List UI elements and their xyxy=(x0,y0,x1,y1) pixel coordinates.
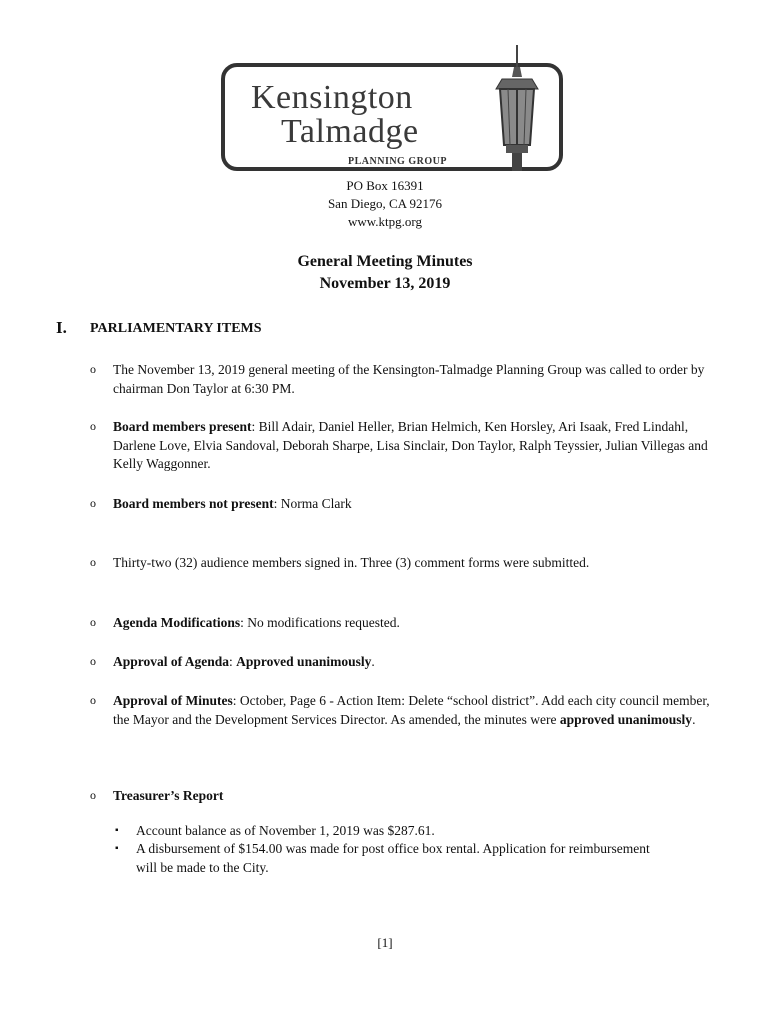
address-website: www.ktpg.org xyxy=(347,214,423,229)
bullet-circle: o xyxy=(90,788,96,802)
address-po-box: PO Box 16391 xyxy=(346,178,424,193)
page-number: [1] xyxy=(377,935,393,950)
treasurer-label: Treasurer’s Report xyxy=(113,788,224,803)
bullet-circle: o xyxy=(90,419,96,433)
bullet-circle: o xyxy=(90,693,96,707)
logo-talmadge: Talmadge xyxy=(281,113,419,150)
item-approval-minutes xyxy=(113,692,713,729)
item-approval-agenda xyxy=(113,653,713,672)
section-title: PARLIAMENTARY ITEMS xyxy=(90,321,262,336)
item-audience: Thirty-two (32) audience members signed in. Three (3) comment forms were submitted. xyxy=(113,555,590,570)
agenda-approval-label: Approval of Agenda xyxy=(113,654,230,669)
bullet-circle: o xyxy=(90,654,96,668)
logo-planning-group: PLANNING GROUP xyxy=(345,156,450,167)
bullet-circle: o xyxy=(90,362,96,376)
board-present-label: Board members present xyxy=(113,419,252,434)
bullet-square: ▪ xyxy=(115,843,119,854)
bullet-circle: o xyxy=(90,555,96,569)
item-board-present xyxy=(113,418,713,474)
lantern-icon xyxy=(492,45,542,175)
item-agenda-modifications xyxy=(113,614,713,633)
agenda-approval-end: . xyxy=(371,654,375,669)
treasurer-disbursement: A disbursement of $154.00 was made for post office box rental. Application for reimbursement will be made to the City. xyxy=(136,841,650,875)
item-call-to-order: The November 13, 2019 general meeting of the Kensington-Talmadge Planning Group was called to order by chairman Don Taylor at 6:30 PM. xyxy=(113,362,705,396)
logo-kensington: Kensington xyxy=(251,79,413,116)
agenda-approval-sep: : xyxy=(229,654,237,669)
section-number: I. xyxy=(56,318,67,337)
board-absent-label: Board members not present xyxy=(113,496,274,511)
agenda-mod-text: : No modifications requested. xyxy=(240,615,400,630)
item-treasurer-report xyxy=(113,787,713,806)
address-city: San Diego, CA 92176 xyxy=(327,196,443,211)
minutes-label: Approval of Minutes xyxy=(113,693,233,708)
agenda-mod-label: Agenda Modifications xyxy=(113,615,241,630)
bullet-circle: o xyxy=(90,615,96,629)
bullet-circle: o xyxy=(90,496,96,510)
document-title: General Meeting Minutes xyxy=(297,253,473,270)
minutes-text: : October, Page 6 - Action Item: Delete “school district”. Add each city council member, the Mayor and the Development Services Director. As amended, the minutes were xyxy=(113,693,710,727)
item-board-absent xyxy=(113,495,713,514)
board-absent-text: : Norma Clark xyxy=(273,496,352,511)
minutes-end: . xyxy=(692,711,696,727)
board-present-text: : Bill Adair, Daniel Heller, Brian Helmich, Ken Horsley, Ari Isaak, Fred Lindahl, Darlene Love, Elvia Sandoval, Deborah Sharpe, Lisa Sinclair, Don Taylor, Ralph Teyssier, Julian Villegas and Kelly Waggonner. xyxy=(113,419,708,471)
treasurer-balance: Account balance as of November 1, 2019 was $287.61. xyxy=(136,823,435,838)
meeting-date: November 13, 2019 xyxy=(319,275,451,292)
bullet-square: ▪ xyxy=(115,825,119,836)
minutes-bold: approved unanimously xyxy=(559,711,693,727)
agenda-approval-bold: Approved unanimously xyxy=(236,654,372,669)
